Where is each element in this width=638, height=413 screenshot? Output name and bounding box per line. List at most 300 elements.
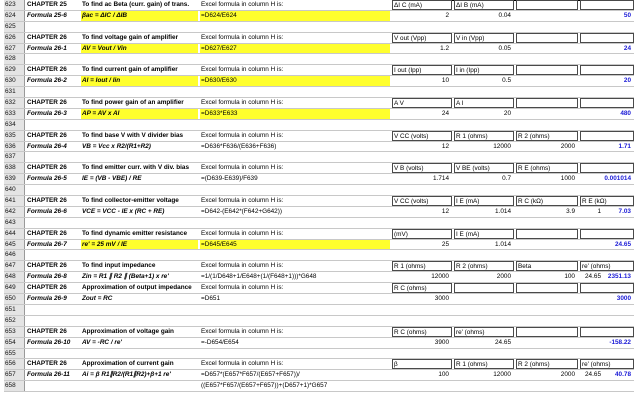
- value-cell-f[interactable]: 2000: [560, 371, 575, 379]
- value-cell-e[interactable]: [454, 54, 514, 64]
- result-cell[interactable]: [580, 87, 634, 97]
- value-cell-e[interactable]: V in (Vpp): [454, 33, 514, 43]
- formula-cell[interactable]: [200, 305, 390, 315]
- value-cell-d[interactable]: V B (volts): [392, 163, 452, 173]
- chapter-cell[interactable]: Formula 25-6: [27, 11, 67, 19]
- result-cell[interactable]: 480: [620, 109, 631, 117]
- description-cell[interactable]: To find base V with V divider bias: [82, 131, 184, 139]
- chapter-cell[interactable]: [26, 185, 80, 195]
- formula-cell[interactable]: [200, 316, 390, 326]
- sheet-row-639: [4, 174, 634, 185]
- value-cell-e[interactable]: 0.5: [502, 77, 511, 85]
- value-cell-e[interactable]: V BE (volts): [454, 163, 514, 173]
- value-cell-d[interactable]: 1.2: [440, 44, 449, 52]
- description-cell[interactable]: To find power gain of an amplifier: [82, 99, 184, 107]
- value-cell-f[interactable]: 3.9: [566, 207, 575, 215]
- chapter-cell[interactable]: Formula 26-11: [27, 371, 70, 379]
- value-cell-e[interactable]: [454, 381, 514, 391]
- formula-cell[interactable]: Excel formula in column H is:: [201, 284, 284, 292]
- formula-cell[interactable]: =D630/E630: [200, 76, 390, 86]
- result-cell[interactable]: [580, 218, 634, 228]
- value-cell-d[interactable]: [392, 316, 452, 326]
- chapter-cell[interactable]: Formula 26-6: [27, 207, 67, 215]
- chapter-cell[interactable]: CHAPTER 26: [27, 284, 67, 292]
- value-cell-e[interactable]: 0.7: [502, 175, 511, 183]
- description-cell[interactable]: [81, 152, 198, 162]
- row-number: 649: [4, 283, 25, 293]
- value-cell-f[interactable]: [516, 316, 578, 326]
- chapter-cell[interactable]: [26, 54, 80, 64]
- value-cell-f[interactable]: [516, 294, 578, 304]
- result-cell[interactable]: 1.71: [618, 142, 631, 150]
- row-number: 653: [4, 327, 25, 337]
- chapter-cell[interactable]: Formula 26-3: [27, 109, 67, 117]
- description-cell[interactable]: VB = Vcc x R2/(R1+R2): [82, 142, 151, 150]
- result-cell[interactable]: re' (ohms): [580, 261, 634, 271]
- description-cell[interactable]: To find ac Beta (curr. gain) of trans.: [82, 1, 190, 8]
- value-cell-d[interactable]: ΔI C (mA): [392, 0, 452, 10]
- description-cell[interactable]: [81, 218, 198, 228]
- value-cell-f[interactable]: [516, 327, 578, 337]
- value-cell-f[interactable]: [516, 22, 578, 32]
- value-cell-f[interactable]: R C (kΩ): [516, 196, 578, 206]
- formula-cell[interactable]: [200, 349, 390, 359]
- value-cell-g[interactable]: 24.65: [585, 371, 601, 379]
- sheet-row-631: [4, 87, 634, 98]
- value-cell-e[interactable]: ΔI B (mA): [454, 0, 514, 10]
- formula-cell[interactable]: =1/(1/D648+1/E648+(1/(F648+1)))*G648: [201, 273, 317, 281]
- value-cell-e[interactable]: I E (mA): [454, 229, 514, 239]
- value-cell-f[interactable]: [516, 218, 578, 228]
- description-cell[interactable]: Zout = RC: [82, 295, 113, 303]
- description-cell[interactable]: IE = (VB - VBE) / RE: [82, 175, 142, 183]
- result-cell[interactable]: [580, 327, 634, 337]
- value-cell-d[interactable]: I out (Ipp): [392, 65, 452, 75]
- value-cell-f[interactable]: 100: [564, 273, 575, 281]
- chapter-cell[interactable]: CHAPTER 26: [27, 327, 67, 335]
- value-cell-e[interactable]: [454, 294, 514, 304]
- formula-cell[interactable]: =D627/E627: [200, 44, 390, 54]
- row-number: 632: [4, 98, 25, 108]
- result-cell[interactable]: [580, 316, 634, 326]
- chapter-cell[interactable]: Formula 26-9: [27, 295, 67, 303]
- value-cell-d[interactable]: 3000: [434, 295, 449, 303]
- value-cell-d[interactable]: 10: [441, 77, 449, 85]
- value-cell-d[interactable]: [392, 54, 452, 64]
- sheet-row-641: [4, 196, 634, 207]
- chapter-cell[interactable]: CHAPTER 26: [27, 66, 67, 74]
- value-cell-f[interactable]: [516, 229, 578, 239]
- formula-cell[interactable]: Excel formula in column H is:: [201, 1, 284, 8]
- sheet-row-636: [4, 142, 634, 153]
- row-number: 640: [4, 185, 25, 195]
- value-cell-e[interactable]: I in (Ipp): [454, 65, 514, 75]
- chapter-cell[interactable]: CHAPTER 26: [27, 164, 67, 172]
- result-cell[interactable]: [580, 131, 634, 141]
- description-cell[interactable]: To find voltage gain of amplifier: [82, 33, 179, 41]
- sheet-row-646: [4, 250, 634, 261]
- sheet-row-643: [4, 218, 634, 229]
- value-cell-e[interactable]: [454, 87, 514, 97]
- chapter-cell[interactable]: [26, 87, 80, 97]
- result-cell[interactable]: 50: [623, 11, 631, 19]
- chapter-cell[interactable]: [26, 152, 80, 162]
- description-cell[interactable]: [81, 120, 198, 130]
- result-cell[interactable]: [580, 0, 634, 10]
- chapter-cell[interactable]: Formula 26-2: [27, 77, 67, 85]
- value-cell-d[interactable]: (mV): [392, 229, 452, 239]
- value-cell-d[interactable]: 24: [441, 109, 449, 117]
- description-cell[interactable]: [81, 305, 198, 315]
- value-cell-d[interactable]: [392, 305, 452, 315]
- value-cell-d[interactable]: A V: [392, 98, 452, 108]
- row-number: 627: [4, 44, 25, 54]
- chapter-cell[interactable]: CHAPTER 26: [27, 131, 67, 139]
- value-cell-d[interactable]: [392, 22, 452, 32]
- value-cell-d[interactable]: 12: [441, 142, 449, 150]
- description-cell[interactable]: To find emitter curr. with V div. bias: [82, 164, 189, 172]
- value-cell-d[interactable]: [392, 120, 452, 130]
- value-cell-f[interactable]: [516, 87, 578, 97]
- formula-cell[interactable]: Excel formula in column H is:: [201, 262, 284, 270]
- result-cell[interactable]: 24: [623, 44, 631, 52]
- value-cell-f[interactable]: R 2 (ohms): [516, 131, 578, 141]
- result-cell[interactable]: [580, 54, 634, 64]
- row-number: 651: [4, 305, 25, 315]
- result-cell[interactable]: [580, 33, 634, 43]
- sheet-row-642: [4, 207, 634, 218]
- description-cell[interactable]: Ai = β R1∥R2/(R1∥R2)+β+1 re': [82, 371, 171, 379]
- result-cell[interactable]: [580, 22, 634, 32]
- value-cell-e[interactable]: 0.04: [498, 11, 511, 19]
- sheet-row-626: [4, 33, 634, 44]
- row-number: 658: [4, 381, 25, 391]
- value-cell-f[interactable]: [516, 250, 578, 260]
- value-cell-d[interactable]: [392, 185, 452, 195]
- description-cell[interactable]: [81, 381, 198, 391]
- formula-cell[interactable]: [200, 54, 390, 64]
- row-number: 626: [4, 33, 25, 43]
- result-cell[interactable]: 24.65: [615, 240, 631, 248]
- result-cell[interactable]: [580, 283, 634, 293]
- description-cell[interactable]: AI = Iout / Iin: [81, 76, 198, 86]
- result-cell[interactable]: 7.03: [618, 207, 631, 215]
- description-cell[interactable]: Approximation of current gain: [82, 360, 174, 368]
- value-cell-g[interactable]: 24.65: [585, 273, 601, 281]
- description-cell[interactable]: [81, 250, 198, 260]
- formula-cell[interactable]: Excel formula in column H is:: [201, 197, 284, 205]
- value-cell-f[interactable]: [516, 54, 578, 64]
- chapter-cell[interactable]: [26, 316, 80, 326]
- value-cell-d[interactable]: [392, 381, 452, 391]
- value-cell-f[interactable]: [516, 381, 578, 391]
- formula-cell[interactable]: Excel formula in column H is:: [201, 229, 284, 237]
- value-cell-f[interactable]: [516, 109, 578, 119]
- formula-cell[interactable]: Excel formula in column H is:: [201, 131, 284, 139]
- value-cell-f[interactable]: [516, 349, 578, 359]
- value-cell-e[interactable]: 24.65: [495, 338, 511, 346]
- formula-cell[interactable]: Excel formula in column H is:: [201, 99, 284, 107]
- formula-cell[interactable]: Excel formula in column H is:: [201, 327, 284, 335]
- chapter-cell[interactable]: CHAPTER 26: [27, 360, 67, 368]
- description-cell[interactable]: AV = Vout / Vin: [81, 44, 198, 54]
- value-cell-f[interactable]: [516, 152, 578, 162]
- result-cell[interactable]: [580, 163, 634, 173]
- value-cell-f[interactable]: [516, 0, 578, 10]
- value-cell-e[interactable]: R 1 (ohms): [454, 131, 514, 141]
- value-cell-d[interactable]: 100: [438, 371, 449, 379]
- description-cell[interactable]: [81, 185, 198, 195]
- row-number: 634: [4, 120, 25, 130]
- value-cell-d[interactable]: 2: [445, 11, 449, 19]
- value-cell-g[interactable]: 1: [597, 207, 601, 215]
- sheet-row-628: [4, 54, 634, 65]
- row-number: 657: [4, 370, 25, 380]
- chapter-cell[interactable]: [26, 120, 80, 130]
- value-cell-e[interactable]: [454, 250, 514, 260]
- chapter-cell[interactable]: [26, 349, 80, 359]
- description-cell[interactable]: To find collector-emitter voltage: [82, 197, 179, 205]
- value-cell-f[interactable]: R 2 (ohms): [516, 359, 578, 369]
- value-cell-e[interactable]: [454, 185, 514, 195]
- value-cell-d[interactable]: R C (ohms): [392, 327, 452, 337]
- sheet-row-637: [4, 152, 634, 163]
- value-cell-f[interactable]: [516, 305, 578, 315]
- formula-cell[interactable]: [200, 218, 390, 228]
- formula-cell[interactable]: =D651: [201, 295, 221, 303]
- result-cell[interactable]: [580, 250, 634, 260]
- sheet-row-638: [4, 163, 634, 174]
- row-number: 645: [4, 240, 25, 250]
- sheet-row-647: [4, 261, 634, 272]
- description-cell[interactable]: AV = -RC / re': [82, 338, 122, 346]
- chapter-cell[interactable]: [26, 381, 80, 391]
- formula-cell[interactable]: [200, 152, 390, 162]
- value-cell-d[interactable]: 25: [441, 240, 449, 248]
- sheet-row-658: [4, 381, 634, 392]
- result-cell[interactable]: [580, 229, 634, 239]
- formula-cell[interactable]: ((E657*F657/(E657+F657))+(D657+1)*G657: [201, 382, 328, 390]
- sheet-row-623: [4, 0, 634, 11]
- row-number: 635: [4, 131, 25, 141]
- formula-cell[interactable]: =D636*F636/(E636+F636): [201, 142, 277, 150]
- formula-cell[interactable]: Excel formula in column H is:: [201, 33, 284, 41]
- chapter-cell[interactable]: Formula 26-4: [27, 142, 67, 150]
- chapter-cell[interactable]: [26, 218, 80, 228]
- value-cell-f[interactable]: [516, 338, 578, 348]
- description-cell[interactable]: [81, 22, 198, 32]
- description-cell[interactable]: To find current gain of amplifier: [82, 66, 178, 74]
- result-cell[interactable]: 3000: [616, 295, 631, 303]
- formula-cell[interactable]: Excel formula in column H is:: [201, 360, 284, 368]
- chapter-cell[interactable]: CHAPTER 26: [27, 262, 67, 270]
- value-cell-d[interactable]: [392, 218, 452, 228]
- row-number: 631: [4, 87, 25, 97]
- value-cell-d[interactable]: 1.714: [433, 175, 449, 183]
- chapter-cell[interactable]: CHAPTER 26: [27, 197, 67, 205]
- result-cell[interactable]: R E (kΩ): [580, 196, 634, 206]
- value-cell-e[interactable]: 12000: [493, 371, 511, 379]
- value-cell-d[interactable]: V CC (volts): [392, 131, 452, 141]
- value-cell-e[interactable]: A I: [454, 98, 514, 108]
- result-cell[interactable]: [580, 305, 634, 315]
- sheet-row-648: [4, 272, 634, 283]
- value-cell-e[interactable]: [454, 316, 514, 326]
- value-cell-d[interactable]: [392, 87, 452, 97]
- description-cell[interactable]: Approximation of output impedance: [82, 284, 192, 292]
- value-cell-f[interactable]: [516, 98, 578, 108]
- result-cell[interactable]: [580, 185, 634, 195]
- formula-cell[interactable]: [200, 120, 390, 130]
- value-cell-f[interactable]: 2000: [560, 142, 575, 150]
- formula-cell[interactable]: =D633*E633: [200, 109, 390, 119]
- formula-cell[interactable]: [200, 22, 390, 32]
- value-cell-f[interactable]: [516, 65, 578, 75]
- result-cell[interactable]: [580, 381, 634, 391]
- chapter-cell[interactable]: [26, 305, 80, 315]
- sheet-row-644: [4, 229, 634, 240]
- value-cell-e[interactable]: I E (mA): [454, 196, 514, 206]
- value-cell-f[interactable]: [516, 283, 578, 293]
- value-cell-d[interactable]: [392, 349, 452, 359]
- chapter-cell[interactable]: CHAPTER 26: [27, 99, 67, 107]
- result-cell[interactable]: [580, 349, 634, 359]
- formula-cell[interactable]: [200, 185, 390, 195]
- value-cell-f[interactable]: [516, 240, 578, 250]
- row-number: 636: [4, 142, 25, 152]
- value-cell-f[interactable]: [516, 76, 578, 86]
- value-cell-d[interactable]: 12: [441, 207, 449, 215]
- value-cell-e[interactable]: [454, 283, 514, 293]
- value-cell-e[interactable]: 1.014: [495, 207, 511, 215]
- result-cell[interactable]: 20: [623, 77, 631, 85]
- value-cell-e[interactable]: 0.05: [498, 44, 511, 52]
- formula-cell[interactable]: Excel formula in column H is:: [201, 66, 284, 74]
- row-number: 641: [4, 196, 25, 206]
- value-cell-f[interactable]: [516, 185, 578, 195]
- value-cell-f[interactable]: [516, 11, 578, 21]
- value-cell-d[interactable]: [392, 152, 452, 162]
- value-cell-f[interactable]: Beta: [516, 261, 578, 271]
- value-cell-f[interactable]: [516, 33, 578, 43]
- formula-cell[interactable]: [200, 87, 390, 97]
- description-cell[interactable]: [81, 54, 198, 64]
- chapter-cell[interactable]: [26, 250, 80, 260]
- row-number: 638: [4, 163, 25, 173]
- value-cell-e[interactable]: re' (ohms): [454, 327, 514, 337]
- value-cell-e[interactable]: [454, 349, 514, 359]
- formula-cell[interactable]: =(D639-E639)/F639: [201, 175, 258, 183]
- description-cell[interactable]: Approximation of voltage gain: [82, 327, 174, 335]
- result-cell[interactable]: 40.78: [615, 371, 631, 379]
- chapter-cell[interactable]: Formula 26-8: [27, 273, 67, 281]
- sheet-row-649: [4, 283, 634, 294]
- formula-cell[interactable]: =D642-(E642*(F642+G642)): [201, 207, 282, 215]
- value-cell-e[interactable]: [454, 305, 514, 315]
- row-number: 655: [4, 349, 25, 359]
- description-cell[interactable]: re' = 25 mV / IE: [81, 240, 198, 250]
- sheet-row-650: [4, 294, 634, 305]
- value-cell-e[interactable]: [454, 152, 514, 162]
- value-cell-d[interactable]: V out (Vpp): [392, 33, 452, 43]
- value-cell-e[interactable]: R 1 (ohms): [454, 359, 514, 369]
- result-cell[interactable]: [580, 98, 634, 108]
- description-cell[interactable]: [81, 87, 198, 97]
- result-cell[interactable]: 0.001014: [604, 175, 631, 183]
- value-cell-f[interactable]: [516, 120, 578, 130]
- formula-cell[interactable]: =D645/E645: [200, 240, 390, 250]
- chapter-cell[interactable]: CHAPTER 26: [27, 229, 67, 237]
- value-cell-e[interactable]: [454, 22, 514, 32]
- value-cell-d[interactable]: V CC (volts): [392, 196, 452, 206]
- value-cell-d[interactable]: 12000: [431, 273, 449, 281]
- description-cell[interactable]: AP = AV x AI: [81, 109, 198, 119]
- description-cell[interactable]: [81, 316, 198, 326]
- description-cell[interactable]: To find input impedance: [82, 262, 156, 270]
- sheet-row-652: [4, 316, 634, 327]
- sheet-row-635: [4, 131, 634, 142]
- description-cell[interactable]: VCE = VCC - IE x (RC + RE): [82, 207, 165, 215]
- sheet-row-633: [4, 109, 634, 120]
- formula-cell[interactable]: =D624/E624: [200, 11, 390, 21]
- chapter-cell[interactable]: Formula 26-10: [27, 338, 71, 346]
- result-cell[interactable]: -158.22: [609, 338, 631, 346]
- value-cell-e[interactable]: 1.014: [495, 240, 511, 248]
- row-number: 644: [4, 229, 25, 239]
- value-cell-e[interactable]: [454, 120, 514, 130]
- description-cell[interactable]: [81, 349, 198, 359]
- chapter-cell[interactable]: Formula 26-7: [27, 240, 67, 248]
- chapter-cell[interactable]: Formula 26-5: [27, 175, 67, 183]
- value-cell-e[interactable]: 2000: [496, 273, 511, 281]
- value-cell-d[interactable]: R 1 (ohms): [392, 261, 452, 271]
- result-cell[interactable]: re' (ohms): [580, 359, 634, 369]
- row-number: 648: [4, 272, 25, 282]
- value-cell-e[interactable]: R 2 (ohms): [454, 261, 514, 271]
- value-cell-e[interactable]: 12000: [493, 142, 511, 150]
- chapter-cell[interactable]: CHAPTER 26: [27, 33, 67, 41]
- value-cell-f[interactable]: [516, 44, 578, 54]
- formula-cell[interactable]: =D657*(E657*F657/(E657+F657))/: [201, 371, 300, 379]
- chapter-cell[interactable]: Formula 26-1: [27, 44, 67, 52]
- description-cell[interactable]: To find dynamic emitter resistance: [82, 229, 188, 237]
- description-cell[interactable]: βac = ΔIC / ΔIB: [81, 11, 198, 21]
- result-cell[interactable]: [580, 152, 634, 162]
- chapter-cell[interactable]: CHAPTER 25: [27, 1, 67, 8]
- result-cell[interactable]: [580, 65, 634, 75]
- value-cell-f[interactable]: 1000: [560, 175, 575, 183]
- row-number: 646: [4, 250, 25, 260]
- value-cell-d[interactable]: [392, 250, 452, 260]
- value-cell-e[interactable]: [454, 218, 514, 228]
- row-number: 623: [4, 0, 25, 10]
- formula-cell[interactable]: Excel formula in column H is:: [201, 164, 284, 172]
- formula-cell[interactable]: [200, 250, 390, 260]
- result-cell[interactable]: [580, 120, 634, 130]
- result-cell[interactable]: 2351.13: [607, 273, 631, 281]
- description-cell[interactable]: Zin = R1 ∥ R2 ∥ (Beta+1) x re': [82, 273, 169, 281]
- value-cell-d[interactable]: β: [392, 359, 452, 369]
- chapter-cell[interactable]: [26, 22, 80, 32]
- sheet-row-634: [4, 120, 634, 131]
- row-number: 652: [4, 316, 25, 326]
- value-cell-d[interactable]: R C (ohms): [392, 283, 452, 293]
- value-cell-f[interactable]: R E (ohms): [516, 163, 578, 173]
- sheet-row-632: [4, 98, 634, 109]
- value-cell-e[interactable]: 20: [503, 109, 511, 117]
- value-cell-d[interactable]: 3900: [434, 338, 449, 346]
- formula-cell[interactable]: =-D654/E654: [201, 338, 239, 346]
